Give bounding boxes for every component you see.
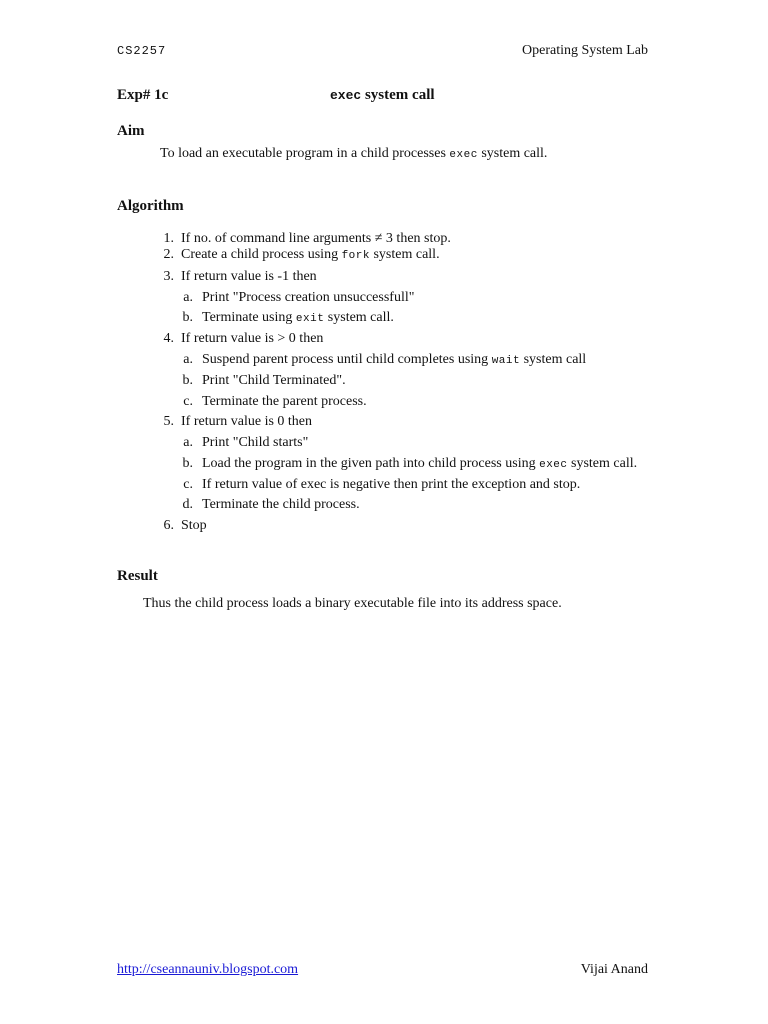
step-marker: 5.: [163, 414, 174, 429]
step-text: If return value is 0 then: [181, 414, 313, 429]
aim-text: [160, 146, 547, 162]
step-5d: [182, 496, 360, 514]
step-3: [163, 268, 317, 286]
author-name: Vijai Anand: [580, 962, 648, 977]
step-text: Terminate the child process.: [202, 497, 360, 512]
step-marker: c.: [183, 477, 193, 492]
step-text-after: system call.: [369, 247, 440, 262]
step-text: If return value is > 0 then: [181, 331, 324, 346]
aim-text-after: system call.: [477, 146, 548, 161]
aim-text-before: To load an executable program in a child processes: [160, 146, 450, 161]
result-heading: Result: [117, 568, 158, 584]
experiment-number: Exp# 1c: [117, 87, 169, 103]
footer-link[interactable]: http://cseannauniv.blogspot.com: [117, 962, 299, 977]
step-text: Print "Child starts": [202, 435, 309, 450]
result-text: Thus the child process loads a binary executable file into its address space.: [143, 596, 562, 611]
step-text: Stop: [181, 518, 207, 533]
step-text: Print "Process creation unsuccessfull": [202, 290, 415, 305]
step-text: Print "Child Terminated".: [202, 373, 346, 388]
step-text-before: Suspend parent process until child completes using: [202, 352, 492, 367]
step-1: [163, 230, 451, 248]
step-5b: [182, 455, 638, 474]
aim-code: exec: [449, 149, 478, 161]
step-marker: 2.: [163, 247, 174, 262]
step-marker: d.: [182, 497, 193, 512]
step-text: Terminate the parent process.: [202, 394, 367, 409]
step-code: wait: [491, 355, 521, 367]
step-text: If no. of command line arguments ≠ 3 then stop.: [181, 231, 451, 246]
step-text-after: system call: [520, 352, 587, 367]
step-text-before: Create a child process using: [181, 247, 342, 262]
course-code: CS2257: [117, 44, 167, 58]
step-text-after: system call.: [324, 310, 394, 325]
lab-name: Operating System Lab: [522, 43, 648, 58]
step-5c: [183, 476, 581, 494]
experiment-title: [330, 87, 435, 104]
step-4c: [183, 393, 367, 411]
step-5a: [183, 434, 309, 452]
step-4: [163, 330, 324, 348]
experiment-title-code: exec: [330, 88, 362, 103]
step-marker: 1.: [163, 231, 174, 246]
step-text: If return value of exec is negative then print the exception and stop.: [202, 477, 581, 492]
aim-heading: Aim: [117, 123, 145, 139]
algorithm-heading: Algorithm: [117, 198, 184, 214]
experiment-title-text: system call: [361, 87, 435, 103]
step-3b: [182, 309, 394, 328]
step-marker: 4.: [163, 331, 174, 346]
step-code: exit: [295, 313, 325, 325]
step-4a: [183, 351, 587, 370]
step-marker: 6.: [163, 518, 174, 533]
step-text: If return value is -1 then: [181, 269, 317, 284]
step-marker: a.: [183, 290, 193, 305]
step-text-before: Load the program in the given path into child process using: [202, 456, 540, 471]
step-marker: a.: [183, 352, 193, 367]
step-marker: a.: [183, 435, 193, 450]
step-marker: b.: [182, 373, 193, 388]
step-5: [163, 413, 313, 431]
step-text-before: Terminate using: [202, 310, 296, 325]
step-code: fork: [341, 250, 370, 262]
step-6: [163, 517, 207, 535]
step-3a: [183, 289, 415, 307]
step-marker: 3.: [163, 269, 174, 284]
step-marker: c.: [183, 394, 193, 409]
step-2: [163, 246, 440, 265]
step-4b: [182, 372, 346, 390]
step-marker: b.: [182, 456, 193, 471]
step-text-after: system call.: [567, 456, 638, 471]
step-code: exec: [539, 459, 568, 471]
step-marker: b.: [182, 310, 193, 325]
